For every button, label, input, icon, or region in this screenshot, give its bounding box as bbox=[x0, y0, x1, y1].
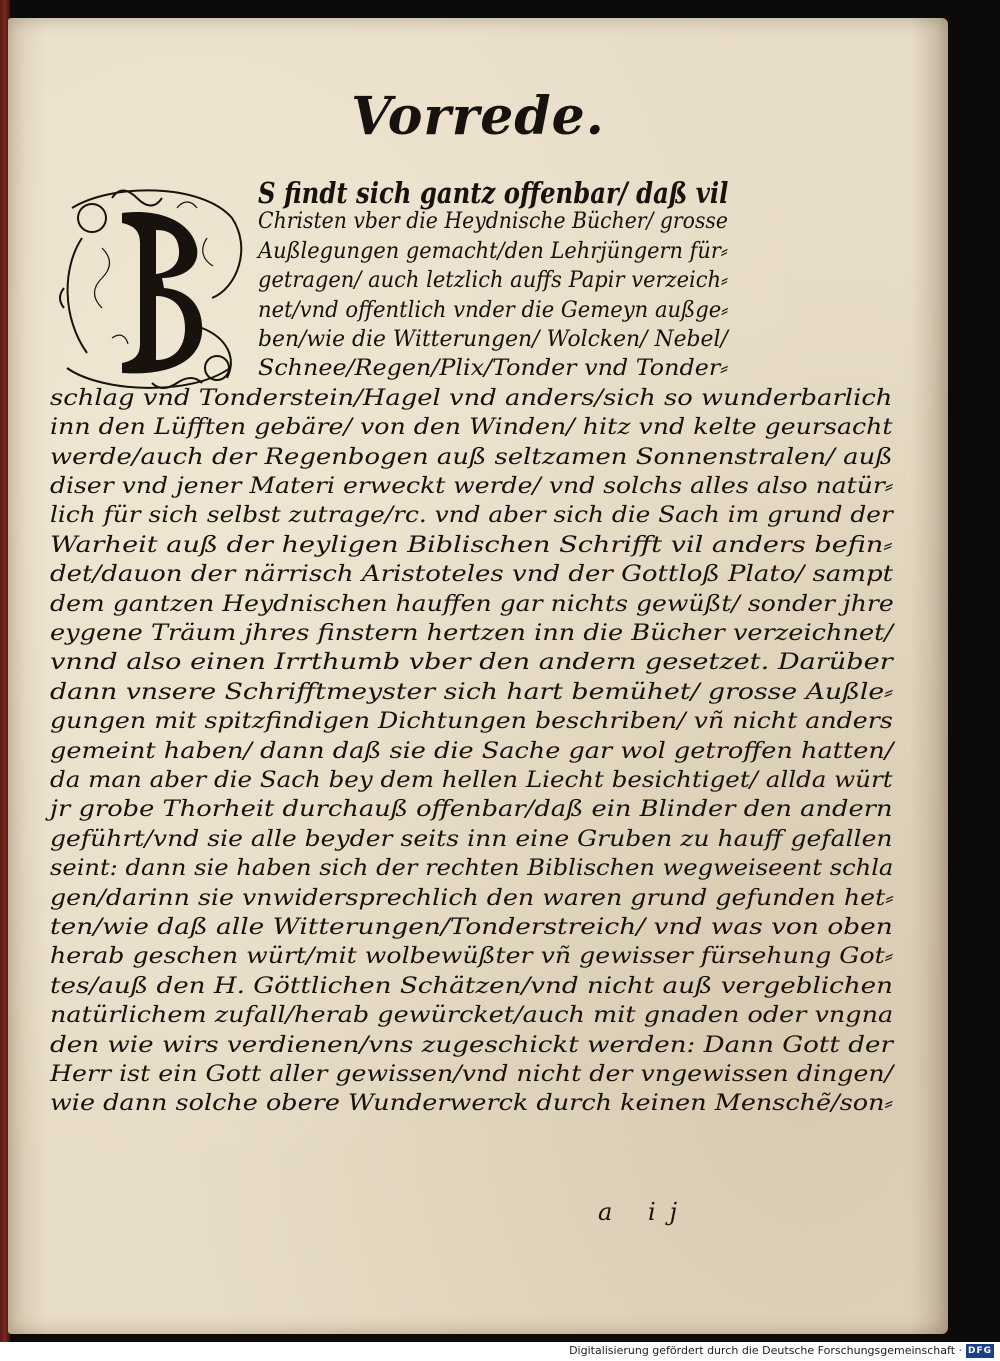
dfg-logo: DFG bbox=[967, 1346, 992, 1356]
text-line: Herr ist ein Gott aller gewissen/vnd nicht der vngewissen dingen/ bbox=[50, 1062, 894, 1087]
text-line: S findt sich gantz offenbar/ daß vil bbox=[258, 176, 729, 210]
text-line: den wie wirs verdienen/vns zugeschickt werden: Dann Gott der bbox=[50, 1032, 893, 1058]
text-line: jr grobe Thorheit durchauß offenbar/daß ein Blinder den andern bbox=[50, 797, 893, 823]
text-line: eygene Träum jhres finstern hertzen inn die Bücher verzeichnet/ bbox=[50, 621, 894, 646]
text-line: schlag vnd Tonderstein/Hagel vnd anders/sich so wunderbarlich bbox=[50, 385, 893, 411]
text-line: lich für sich selbst zutrage/rc. vnd aber sich die Sach im grund der bbox=[50, 503, 893, 529]
text-line: inn den Lüfften gebäre/ von den Winden/ hitz vnd kelte geursacht bbox=[50, 415, 893, 441]
signature-mark: a ij bbox=[598, 1198, 692, 1226]
text-line: getragen/ auch letzlich auffs Papir verzeich⸗ bbox=[258, 268, 729, 294]
text-line: werde/auch der Regenbogen auß seltzamen Sonnenstralen/ auß bbox=[50, 444, 893, 470]
footer-bar bbox=[0, 1342, 1000, 1361]
text-line: natürlichem zufall/herab gewürcket/auch mit gnaden oder vngna bbox=[50, 1003, 894, 1029]
text-line: Christen vber die Heydnische Bücher/ grosse bbox=[258, 209, 728, 235]
page-heading: Vorrede. bbox=[351, 86, 605, 147]
text-line: Schnee/Regen/Plix/Tonder vnd Tonder⸗ bbox=[258, 356, 729, 382]
text-line: dem gantzen Heydnischen hauffen gar nichts gewüßt/ sonder jhre bbox=[50, 591, 894, 617]
text-line: Außlegungen gemacht/den Lehrjüngern für⸗ bbox=[258, 238, 728, 264]
text-line: seint: dann sie haben sich der rechten Biblischen wegweiseent schla bbox=[50, 856, 894, 882]
text-line: gen/darinn sie vnwidersprechlich den waren grund gefunden het⸗ bbox=[50, 885, 894, 911]
text-line: ben/wie die Witterungen/ Wolcken/ Nebel/ bbox=[258, 327, 728, 352]
text-line: net/vnd offentlich vnder die Gemeyn außge⸗ bbox=[258, 297, 729, 323]
text-line: vnnd also einen Irrthumb vber den andern gesetzet. Darüber bbox=[50, 650, 893, 676]
funding-notice: Digitalisierung gefördert durch die Deutsche Forschungsgemeinschaft · bbox=[569, 1344, 962, 1357]
text-line: ten/wie daß alle Witterungen/Tonderstreich/ vnd was von oben bbox=[50, 915, 893, 940]
text-line: diser vnd jener Materi erweckt werde/ vnd solchs alles also natür⸗ bbox=[50, 474, 894, 499]
text-line: wie dann solche obere Wunderwerck durch keinen Menschẽ/son⸗ bbox=[50, 1091, 894, 1117]
text-line: gungen mit spitzfindigen Dichtungen beschriben/ vñ nicht anders bbox=[50, 709, 893, 735]
book-page bbox=[8, 18, 948, 1334]
text-line: gemeint haben/ dann daß sie die Sache gar wol getroffen hatten/ bbox=[50, 738, 894, 764]
text-line: det/dauon der närrisch Aristoteles vnd der Gottloß Plato/ sampt bbox=[50, 562, 894, 588]
text-line: geführt/vnd sie alle beyder seits inn eine Gruben zu hauff gefallen bbox=[50, 826, 893, 852]
text-line: Warheit auß der heyligen Biblischen Schrifft vil anders befin⸗ bbox=[50, 532, 893, 558]
text-line: tes/auß den H. Göttlichen Schätzen/vnd nicht auß vergeblichen bbox=[50, 973, 894, 999]
body-text bbox=[8, 18, 948, 1334]
text-line: herab geschen würt/mit wolbewüßter vñ gewisser fürsehung Got⸗ bbox=[50, 944, 894, 970]
text-line: da man aber die Sach bey dem hellen Liecht besichtiget/ allda würt bbox=[50, 768, 893, 793]
text-line: dann vnsere Schrifftmeyster sich hart bemühet/ grosse Außle⸗ bbox=[50, 679, 894, 705]
